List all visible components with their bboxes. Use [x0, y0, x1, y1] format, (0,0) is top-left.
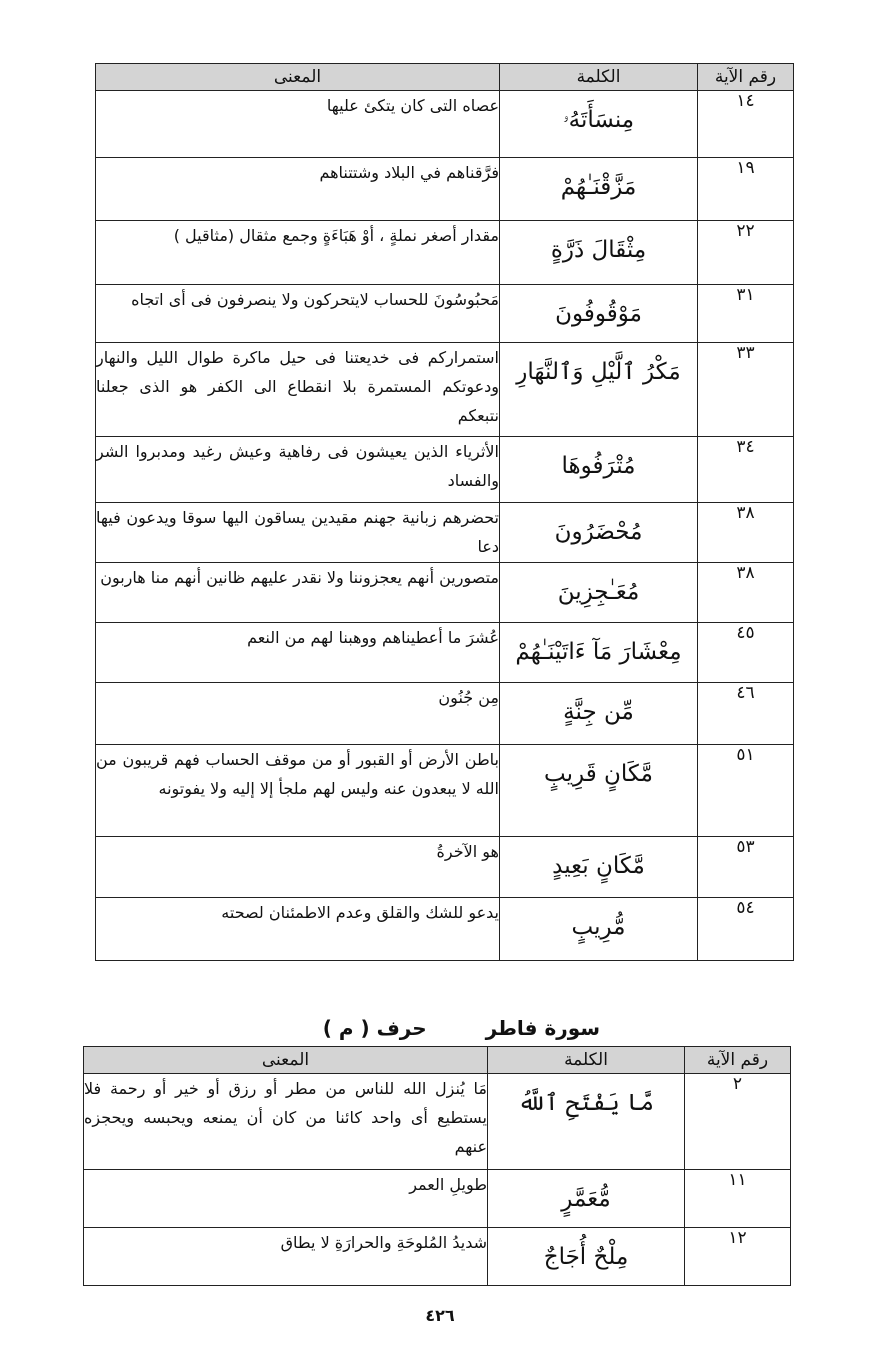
word-meaning: باطن الأرض أو القبور أو من موقف الحساب فهم قريبون من الله لا يبعدون عنه وليس لهم ملجأ إلا إليه ولا يفوتونه — [96, 745, 500, 837]
table-row — [96, 285, 794, 343]
header-verse-number: رقم الآية — [698, 64, 794, 91]
table-row — [84, 1170, 791, 1228]
quran-word: مِنسَأَتَهُۥ — [562, 107, 635, 133]
verse-number: ١٢ — [685, 1228, 791, 1286]
table-row — [96, 683, 794, 745]
verse-number: ١٩ — [698, 158, 794, 221]
table-row — [96, 343, 794, 437]
verse-number: ٥٣ — [698, 837, 794, 898]
quran-word: مُّرِيبٍ — [571, 914, 626, 940]
quran-word: مُتْرَفُوهَا — [561, 453, 636, 479]
page-number: ٤٢٦ — [425, 1306, 455, 1325]
table-header-row — [84, 1047, 791, 1074]
table-row — [96, 745, 794, 837]
quran-word: مَّكَانٍ بَعِيدٍ — [552, 853, 645, 879]
verse-number: ٥١ — [698, 745, 794, 837]
verse-number: ٥٤ — [698, 898, 794, 961]
table-row — [96, 91, 794, 158]
word-meaning: شديدُ المُلوحَةِ والحرارَةِ لا يطاق — [84, 1228, 488, 1286]
header-meaning: المعنى — [84, 1047, 488, 1074]
quran-word: مِّن جِنَّةٍ — [563, 699, 634, 725]
word-meaning: تحضرهم زبانية جهنم مقيدين يساقون اليها سوقا ويدعون فيها دعا — [96, 503, 500, 563]
word-meaning: الأثرياء الذين يعيشون فى رفاهية وعيش رغيد ومدبروا الشر والفساد — [96, 437, 500, 503]
word-meaning: يدعو للشك والقلق وعدم الاطمئنان لصحته — [96, 898, 500, 961]
verse-number: ٣٨ — [698, 503, 794, 563]
table-row — [96, 221, 794, 285]
word-meaning: مقدار أصغر نملةٍ ، أوْ هَبَاءَةٍ وجمع مثقال (مثاقيل ) — [96, 221, 500, 285]
word-meaning: مَا يُنزل الله للناس من مطر أو رزق أو خير أو رحمة فلا يستطيع أى واحد كائنا من كان أن يمنعه ويحبسه ويحجزه عنهم — [84, 1074, 488, 1170]
quran-word: مُحْضَرُونَ — [554, 519, 643, 545]
quran-word: مِثْقَالَ ذَرَّةٍ — [550, 237, 647, 263]
header-word: الكلمة — [500, 64, 698, 91]
word-meaning: مَحبُوسُونَ للحساب لايتحركون ولا ينصرفون فى أى اتجاه — [96, 285, 500, 343]
table-row — [96, 837, 794, 898]
word-meaning: فرَّقناهم في البلاد وشتتناهم — [96, 158, 500, 221]
glossary-table-fatir — [83, 1046, 791, 1286]
verse-number: ٢٢ — [698, 221, 794, 285]
letter-label: حرف ( م ) — [322, 1016, 427, 1040]
verse-number: ٤٥ — [698, 623, 794, 683]
word-meaning: مِن جُنُون — [96, 683, 500, 745]
verse-number: ١١ — [685, 1170, 791, 1228]
glossary-table-saba — [95, 63, 794, 961]
word-meaning: عصاه التى كان يتكئ عليها — [96, 91, 500, 158]
table-header-row — [96, 64, 794, 91]
word-meaning: طويلِ العمر — [84, 1170, 488, 1228]
quran-word: مَّكَانٍ قَرِيبٍ — [544, 761, 653, 787]
verse-number: ٣٣ — [698, 343, 794, 437]
table-row — [96, 623, 794, 683]
table-row — [96, 503, 794, 563]
section-heading — [280, 1016, 600, 1040]
word-meaning: استمراركم فى خديعتنا فى حيل ماكرة طوال الليل والنهار ودعوتكم المستمرة بلا انقطاع الى الكفر هو الذى جعلنا نتبعكم — [96, 343, 500, 437]
word-meaning: متصورين أنهم يعجزوننا ولا نقدر عليهم ظانين أنهم منا هاربون — [96, 563, 500, 623]
table-row — [96, 437, 794, 503]
quran-word: مُعَـٰجِزِينَ — [557, 579, 640, 605]
table-row — [96, 898, 794, 961]
quran-word: مِلْحٌ أُجَاجٌ — [543, 1244, 629, 1270]
quran-word: مُّعَمَّرٍ — [561, 1186, 611, 1212]
verse-number: ١٤ — [698, 91, 794, 158]
header-meaning: المعنى — [96, 64, 500, 91]
verse-number: ٣٨ — [698, 563, 794, 623]
quran-word: مَزَّقْنَـٰهُمْ — [560, 174, 637, 200]
word-meaning: عُشرَ ما أعطيناهم ووهبنا لهم من النعم — [96, 623, 500, 683]
surah-title: سورة فاطر — [485, 1016, 600, 1040]
table-row — [84, 1228, 791, 1286]
header-verse-number: رقم الآية — [685, 1047, 791, 1074]
quran-word: مِعْشَارَ مَآ ءَاتَيْنَـٰهُمْ — [515, 639, 682, 665]
table-row — [96, 563, 794, 623]
quran-word: مَكْرُ ٱلَّيْلِ وَٱلنَّهَارِ — [516, 359, 681, 385]
table-row — [96, 158, 794, 221]
word-meaning: هو الآخرةُ — [96, 837, 500, 898]
quran-word: مَوْقُوفُونَ — [555, 301, 642, 327]
verse-number: ٣٤ — [698, 437, 794, 503]
verse-number: ٣١ — [698, 285, 794, 343]
quran-word: مَّا يَفْتَحِ ٱللَّهُ — [518, 1090, 654, 1116]
verse-number: ٢ — [685, 1074, 791, 1170]
verse-number: ٤٦ — [698, 683, 794, 745]
table-row — [84, 1074, 791, 1170]
header-word: الكلمة — [488, 1047, 685, 1074]
